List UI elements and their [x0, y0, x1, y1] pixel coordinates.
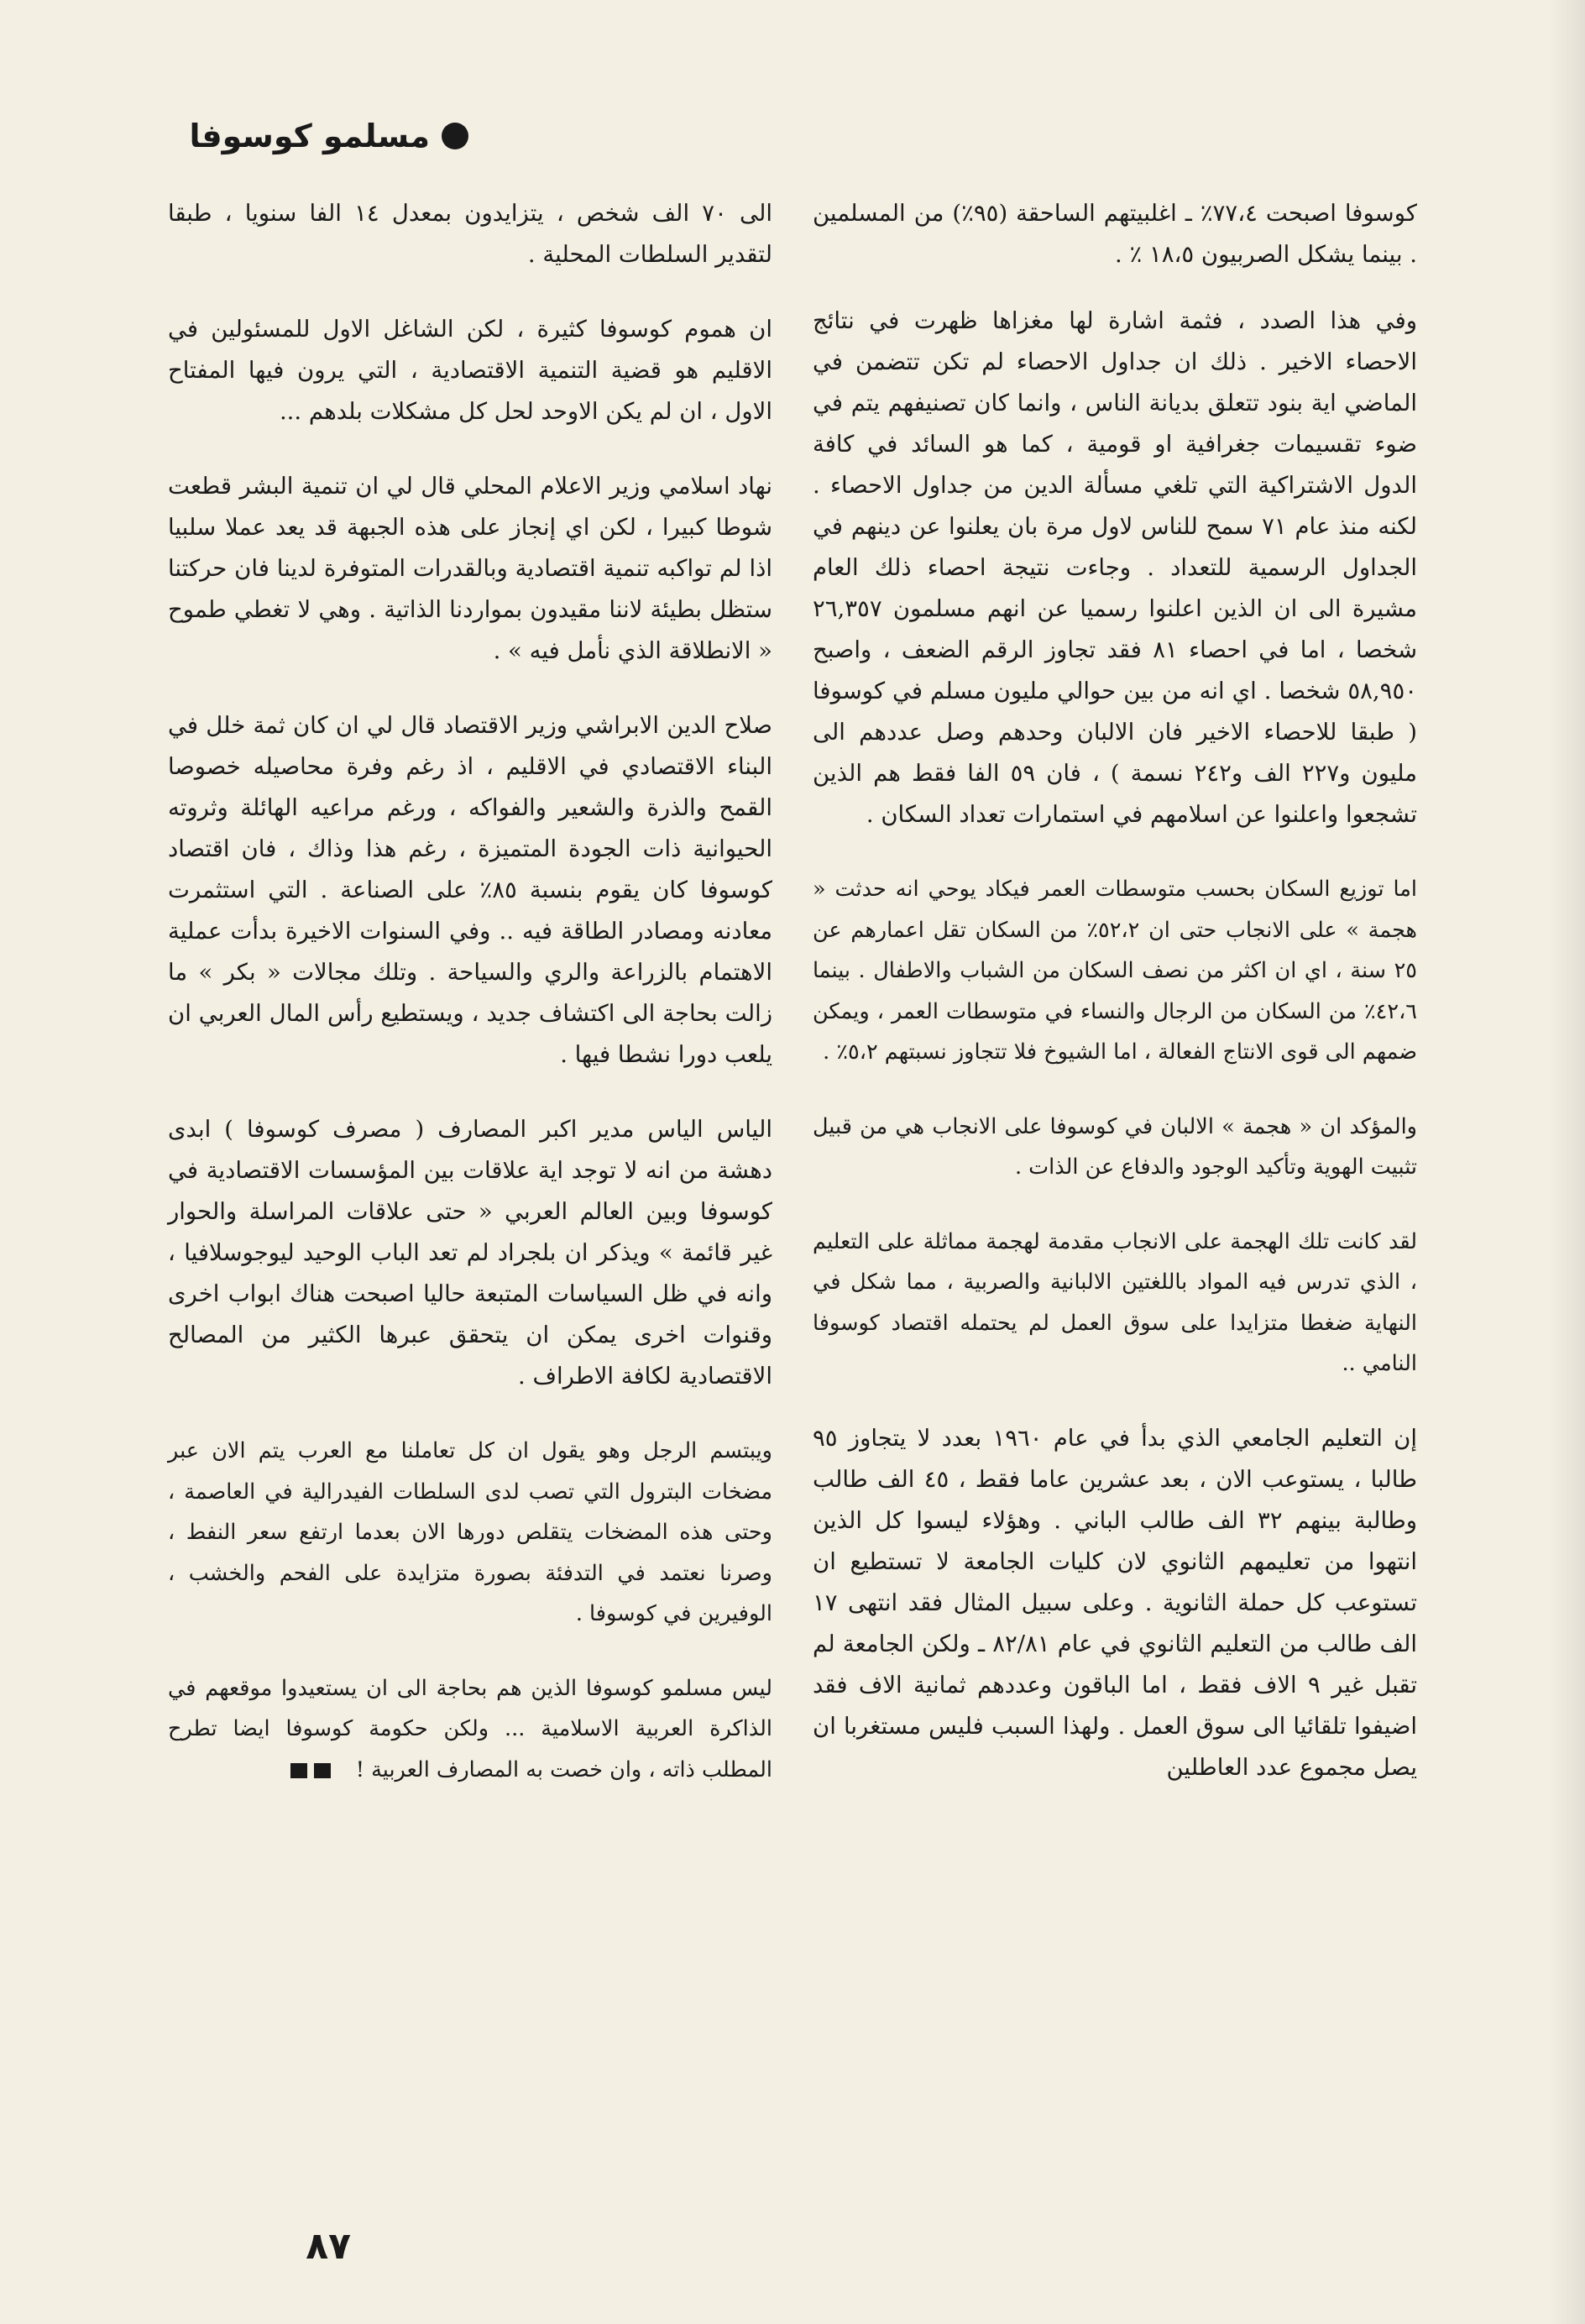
paragraph: نهاد اسلامي وزير الاعلام المحلي قال لي ان تنمية البشر قطعت شوطا كبيرا ، لكن اي إنجاز على هذه الجبهة قد يعد عملا سلبيا اذا لم تواكبه تنمية اقتصادية وبالقدرات المتوفرة لدينا فان حركتنا ستظل بطيئة لاننا مقيدون بمواردنا الذاتية . وهي لا تغطي طموح « الانطلاقة الذي نأمل فيه » .: [168, 473, 772, 664]
paragraph: كوسوفا اصبحت ٧٧،٤٪ ـ اغلبيتهم الساحقة (٩٥٪) من المسلمين . بينما يشكل الصربيون ١٨،٥ ٪ .: [813, 200, 1417, 268]
page-number: ٨٧: [306, 2225, 351, 2268]
bullet-icon: [442, 123, 468, 149]
paragraph: إن التعليم الجامعي الذي بدأ في عام ١٩٦٠ بعدد لا يتجاوز ٩٥ طالبا ، يستوعب الان ، بعد عشرين عاما فقط ، ٤٥ الف طالب وطالبة بينهم ٣٢ الف طالب الباني . وهؤلاء ليسوا كل الذين انتهوا من تعليمهم الثانوي لان كليات الجامعة لا تستطيع ان تستوعب كل حملة الثانوية . وعلى سبيل المثال فقد انتهى ١٧ الف طالب من التعليم الثانوي في عام ٨٢/٨١ ـ ولكن الجامعة لم تقبل غير ٩ الاف فقط ، اما الباقون وعددهم ثمانية الاف فقد اضيفوا تلقائيا الى سوق العمل . ولهذا السبب فليس مستغربا ان يصل مجموع عدد العاطلين: [813, 1424, 1417, 1781]
paragraph: لقد كانت تلك الهجمة على الانجاب مقدمة لهجمة مماثلة على التعليم ، الذي تدرس فيه المواد باللغتين الالبانية والصربية ، مما شكل في النهاية ضغطا متزايدا على سوق العمل لم يحتمله اقتصاد كوسوفا النامي ..: [813, 1228, 1417, 1376]
paragraph-text: ليس مسلمو كوسوفا الذين هم بحاجة الى ان يستعيدوا موقعهم في الذاكرة العربية الاسلامية ... ولكن حكومة كوسوفا ايضا تطرح المطلب ذاته ، وان خصت به المصارف العربية !: [168, 1675, 772, 1782]
article-end-mark-icon: [290, 1763, 334, 1778]
paragraph: الى ٧٠ الف شخص ، يتزايدون بمعدل ١٤ الفا سنويا ، طبقا لتقدير السلطات المحلية .: [168, 200, 772, 268]
paragraph: صلاح الدين الابراشي وزير الاقتصاد قال لي ان كان ثمة خلل في البناء الاقتصادي في الاقليم ، اذ رغم وفرة محاصيله خصوصا القمح والذرة والشعير والفواكه ، ورغم مراعيه الهائلة وثروته الحيوانية ذات الجودة المتميزة ، رغم هذا وذاك ، فان اقتصاد كوسوفا كان يقوم بنسبة ٨٥٪ على الصناعة . التي استثمرت معادنه ومصادر الطاقة فيه .. وفي السنوات الاخيرة بدأت عملية الاهتمام بالزراعة والري والسياحة . وتلك مجالات « بكر » ما زالت بحاجة الى اكتشاف جديد ، ويستطيع رأس المال العربي ان يلعب دورا نشطا فيها .: [168, 712, 773, 1068]
last-paragraph: [168, 1668, 772, 1791]
paragraph: الياس الياس مدير اكبر المصارف ( مصرف كوسوفا ) ابدى دهشة من انه لا توجد اية علاقات بين المؤسسات الاقتصادية في كوسوفا وبين العالم العربي « حتى علاقات المراسلة والحوار غير قائمة » ويذكر ان بلجراد لم تعد الباب الوحيد ليوجوسلافيا ، وانه في ظل السياسات المتبعة حاليا اصبحت هناك ابواب اخرى وقنوات اخرى يمكن ان يتحقق عبرها الكثير من المصالح الاقتصادية لكافة الاطراف .: [168, 1116, 772, 1390]
paragraph: وفي هذا الصدد ، فثمة اشارة لها مغزاها ظهرت في نتائج الاحصاء الاخير . ذلك ان جداول الاحصاء لم تكن تتضمن في الماضي اية بنود تتعلق بديانة الناس ، وانما كان تصنيفهم يتم في ضوء تقسيمات جغرافية او قومية ، كما هو السائد في كافة الدول الاشتراكية التي تلغي مسألة الدين من جداول الاحصاء . لكنه منذ عام ٧١ سمح للناس لاول مرة بان يعلنوا عن دينهم في الجداول الرسمية للتعداد . وجاءت نتيجة احصاء ذلك العام مشيرة الى ان الذين اعلنوا رسميا عن انهم مسلمون ٢٦,٣٥٧ شخصا ، اما في احصاء ٨١ فقد تجاوز الرقم الضعف ، واصبح ٥٨,٩٥٠ شخصا . اي انه من بين حوالي مليون مسلم في كوسوفا ( طبقا للاحصاء الاخير فان الالبان وحدهم وصل عددهم الى مليون و٢٢٧ الف و٢٤٢ نسمة ) ، فان ٥٩ الفا فقط هم الذين تشجعوا واعلنوا عن اسلامهم في استمارات تعداد السكان .: [813, 307, 1418, 828]
left-column: [168, 193, 772, 1824]
right-column: [813, 193, 1417, 1822]
paragraph: ان هموم كوسوفا كثيرة ، لكن الشاغل الاول للمسئولين في الاقليم هو قضية التنمية الاقتصادية ، التي يرون فيها المفتاح الاول ، ان لم يكن الاوحد لحل كل مشكلات بلدهم ...: [168, 316, 772, 425]
paragraph: والمؤكد ان « هجمة » الالبان في كوسوفا على الانجاب هي من قبيل تثبيت الهوية وتأكيد الوجود والدفاع عن الذات .: [813, 1113, 1417, 1180]
paragraph: ويبتسم الرجل وهو يقول ان كل تعاملنا مع العرب يتم الان عبر مضخات البترول التي تصب لدى السلطات الفيدرالية في العاصمة ، وحتى هذه المضخات يتقلص دورها الان بعدما ارتفع سعر النفط ، وصرنا نعتمد في التدفئة بصورة متزايدة على الفحم والخشب ، الوفيرين في كوسوفا .: [168, 1438, 772, 1626]
running-head: [189, 118, 468, 154]
paragraph: اما توزيع السكان بحسب متوسطات العمر فيكاد يوحي انه حدثت « هجمة » على الانجاب حتى ان ٥٢،٢٪ من السكان تقل اعمارهم عن ٢٥ سنة ، اي ان اكثر من نصف السكان من الشباب والاطفال . بينما ٤٢،٦٪ من السكان من الرجال والنساء في متوسطات العمر ، ويمكن ضمهم الى قوى الانتاج الفعالة ، اما الشيوخ فلا تتجاوز نسبتهم ٥،٢٪ .: [813, 877, 1417, 1065]
running-title: مسلمو كوسوفا: [189, 118, 430, 154]
